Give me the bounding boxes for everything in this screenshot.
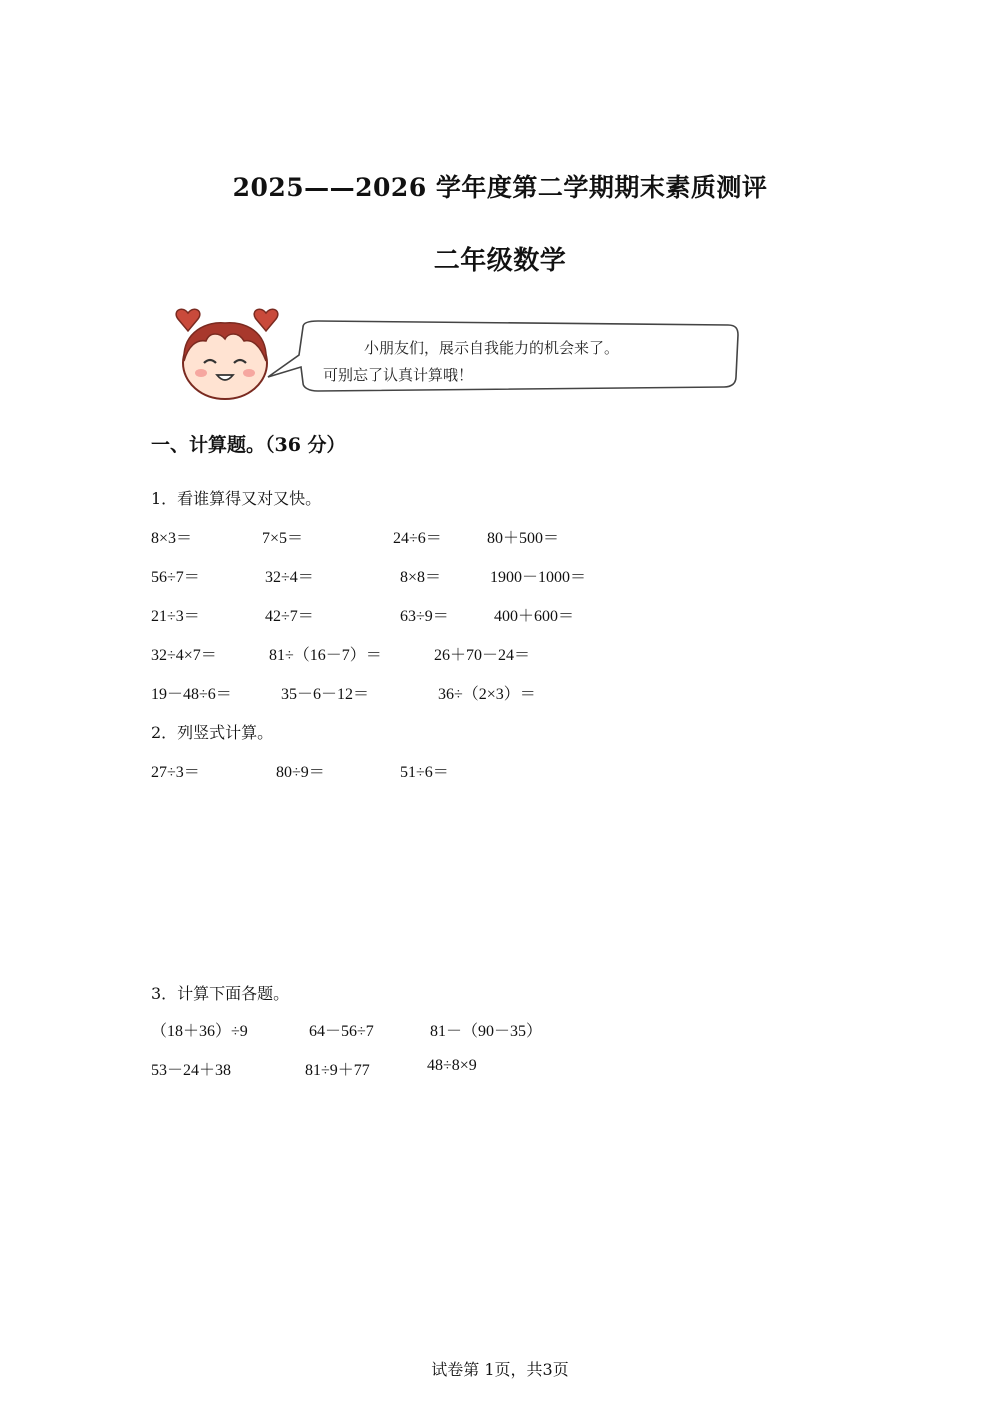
problem: 32÷4＝ (265, 569, 314, 586)
banner-illustration (168, 305, 743, 405)
problem: 7×5＝ (262, 530, 304, 547)
problem: 53－24＋38 (151, 1062, 232, 1079)
problem: 21÷3＝ (151, 608, 200, 625)
question-1-label: 1．看谁算得又对又快。 (151, 489, 322, 508)
problem: 81÷9＋77 (305, 1062, 370, 1079)
banner-line1: 小朋友们，展示自我能力的机会来了。 (364, 339, 620, 357)
problem: 56÷7＝ (151, 569, 200, 586)
problem: 42÷7＝ (265, 608, 314, 625)
problem: 24÷6＝ (393, 530, 442, 547)
problem: 64－56÷7 (309, 1023, 374, 1040)
problem: 80＋500＝ (487, 530, 560, 547)
problem: 51÷6＝ (400, 764, 449, 781)
problem: （18＋36）÷9 (151, 1023, 248, 1040)
problem: 19－48÷6＝ (151, 686, 232, 703)
problem: 81－（90－35） (430, 1023, 543, 1040)
banner-line2: 可别忘了认真计算哦！ (323, 366, 474, 384)
girl-cartoon-icon (176, 309, 278, 399)
problem: 26＋70－24＝ (434, 647, 531, 664)
problem: 27÷3＝ (151, 764, 200, 781)
problem: 32÷4×7＝ (151, 647, 217, 664)
problem: 80÷9＝ (276, 764, 325, 781)
question-2-label: 2．列竖式计算。 (151, 723, 274, 742)
problem: 1900－1000＝ (490, 569, 587, 586)
page-footer: 试卷第 1页，共3页 (431, 1360, 569, 1379)
problem: 8×8＝ (400, 569, 442, 586)
problem: 8×3＝ (151, 530, 193, 547)
problem: 36÷（2×3）＝ (438, 686, 536, 703)
page-title: 2025——2026 学年度第二学期期末素质测评 (232, 173, 768, 202)
problem: 48÷8×9 (427, 1057, 477, 1074)
question-3-label: 3．计算下面各题。 (151, 984, 290, 1003)
problem: 400＋600＝ (494, 608, 575, 625)
problem: 35－6－12＝ (281, 686, 370, 703)
page-subtitle: 二年级数学 (433, 246, 567, 276)
problem: 81÷（16－7）＝ (269, 647, 382, 664)
problem: 63÷9＝ (400, 608, 449, 625)
section-heading: 一、计算题。（36 分） (151, 434, 346, 456)
